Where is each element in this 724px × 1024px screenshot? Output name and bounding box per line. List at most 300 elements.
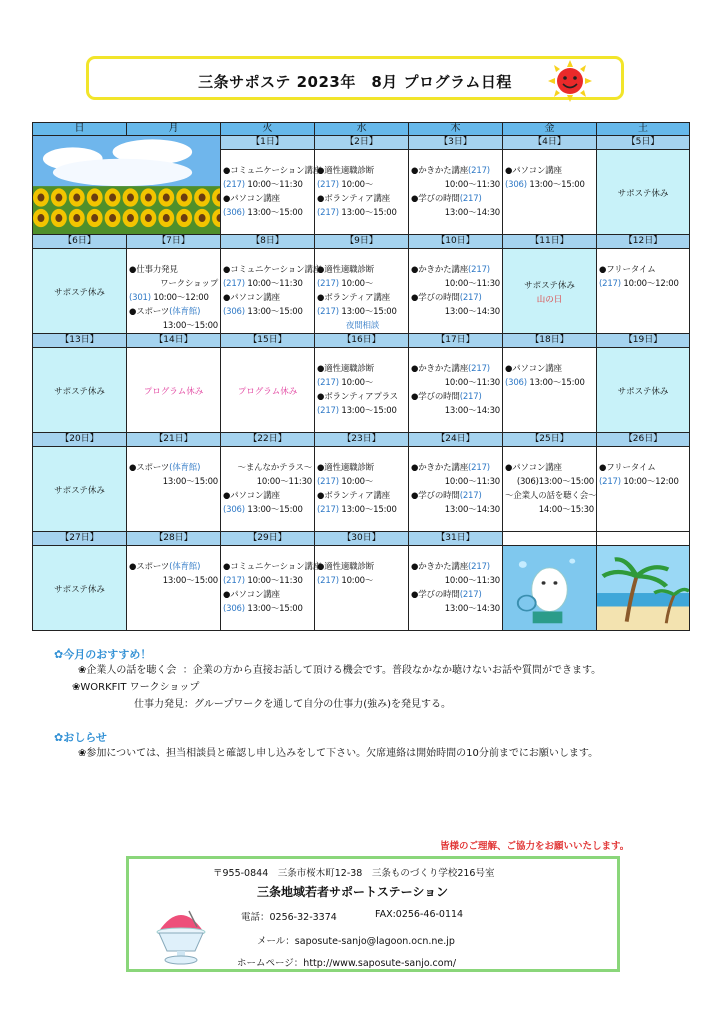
program-line — [223, 602, 314, 616]
program-line: ●パソコン講座 — [223, 491, 280, 501]
day-cell — [221, 546, 322, 631]
program-list — [409, 348, 502, 418]
calendar-table — [32, 122, 690, 631]
program-line: 13:00～14:30 — [444, 604, 500, 614]
program-line — [317, 206, 408, 220]
program-line — [129, 560, 220, 574]
date-label: 【23日】 — [342, 434, 381, 444]
room-label: (217) — [317, 576, 339, 586]
date-cell — [221, 433, 315, 447]
program-list — [315, 150, 408, 220]
room-label: (217) — [317, 307, 339, 317]
room-label: (217) — [599, 477, 621, 487]
program-line: ●フリータイム — [599, 265, 656, 275]
time-label: 10:00～12:00 — [153, 293, 209, 303]
date-cell — [503, 532, 597, 546]
program-name: ●学びの時間 — [411, 392, 460, 402]
date-label: 【24日】 — [436, 434, 475, 444]
date-row — [33, 334, 690, 348]
notice-item-1: ❀参加については、担当相談員と確認し申し込みをして下さい。欠席連絡は開始時間の10分前までにお願いします。 — [78, 748, 599, 759]
program-line — [411, 489, 502, 503]
program-line — [599, 475, 689, 489]
room-label: (217) — [223, 576, 245, 586]
date-cell — [221, 235, 315, 249]
program-line: ●パソコン講座 — [223, 194, 280, 204]
program-line — [317, 305, 408, 319]
date-cell — [503, 235, 597, 249]
program-line — [411, 192, 502, 206]
day-cell — [409, 546, 503, 631]
date-cell — [127, 334, 221, 348]
program-list — [221, 150, 322, 220]
time-label: 13:00～15:00 — [529, 378, 585, 388]
date-label: 【18日】 — [530, 335, 569, 345]
program-list — [597, 249, 689, 291]
date-cell — [503, 136, 597, 150]
room-label: (217) — [468, 463, 490, 473]
date-label: 【21日】 — [154, 434, 193, 444]
date-label: 【8日】 — [251, 236, 284, 246]
program-line: ●適性適職診断 — [317, 463, 375, 473]
program-line — [223, 178, 314, 192]
program-line — [411, 390, 502, 404]
program-line: ●パソコン講座 — [505, 166, 562, 176]
program-line — [223, 277, 314, 291]
contact-box — [126, 856, 620, 972]
time-label: 13:00～15:00 — [341, 505, 397, 515]
day-cell — [597, 348, 690, 433]
program-list — [409, 150, 502, 220]
program-line: ●パソコン講座 — [223, 293, 280, 303]
program-line — [317, 277, 408, 291]
room-label: (217) — [468, 166, 490, 176]
room-label: (217) — [459, 590, 482, 600]
program-list — [503, 150, 596, 192]
date-cell — [597, 136, 690, 150]
date-cell — [409, 532, 503, 546]
date-label: 【10日】 — [436, 236, 475, 246]
room-label: (306) — [223, 307, 245, 317]
program-line: ●コミュニケーション講座 — [223, 166, 322, 176]
day-cell — [33, 348, 127, 433]
address-text: 〒955-0844 三条市桜木町12-38 三条ものづくり学校216号室 — [213, 868, 495, 879]
date-cell — [597, 334, 690, 348]
program-line — [317, 574, 408, 588]
room-label: (306) — [223, 505, 245, 515]
notice-heading: ✿おしらせ — [54, 731, 107, 744]
date-label: 【17日】 — [436, 335, 475, 345]
date-cell — [503, 433, 597, 447]
room-label: (217) — [223, 180, 245, 190]
program-line — [223, 503, 314, 517]
time-label: 10:00～12:00 — [623, 477, 679, 487]
org-name: 三条地域若者サポートステーション — [257, 885, 449, 899]
program-line: (306)13:00～15:00 — [516, 477, 594, 487]
weekday-header: 火 — [221, 123, 315, 136]
date-label: 【7日】 — [157, 236, 190, 246]
date-cell — [221, 532, 315, 546]
program-name: ●学びの時間 — [411, 590, 460, 600]
room-label: (217) — [468, 265, 490, 275]
program-line — [317, 503, 408, 517]
date-cell — [315, 532, 409, 546]
recommend-item-2: ❀WORKFIT ワークショップ — [72, 682, 200, 693]
program-line: ●仕事力発見 — [129, 265, 178, 275]
day-cell — [315, 447, 409, 532]
program-line — [129, 461, 220, 475]
program-name: ●スポーツ — [129, 562, 170, 572]
program-line — [411, 291, 502, 305]
date-label: 【2日】 — [345, 137, 378, 147]
date-cell — [597, 433, 690, 447]
weekday-header: 月 — [127, 123, 221, 136]
date-cell — [127, 235, 221, 249]
date-label: 【27日】 — [60, 533, 99, 543]
date-cell — [33, 433, 127, 447]
program-line: 10:00～11:30 — [444, 180, 500, 190]
program-line — [223, 305, 314, 319]
program-name: ●かきかた講座 — [411, 364, 469, 374]
program-list — [503, 348, 596, 390]
room-label: (306) — [505, 180, 527, 190]
date-cell — [409, 235, 503, 249]
program-line — [317, 475, 408, 489]
date-cell — [409, 334, 503, 348]
day-cell — [315, 348, 409, 433]
program-line: 10:00～11:30 — [444, 378, 500, 388]
day-cell — [315, 150, 409, 235]
room-label: (306) — [505, 378, 527, 388]
program-line: ●ボランティアプラス — [317, 392, 398, 402]
program-name: ●かきかた講座 — [411, 265, 469, 275]
closed-label: サポステ休み — [617, 387, 669, 397]
date-cell — [221, 136, 315, 150]
time-label: 10:00～ — [341, 576, 374, 586]
sun-icon — [546, 60, 594, 102]
room-label: (217) — [223, 279, 245, 289]
day-cell — [503, 150, 597, 235]
day-cell — [221, 150, 322, 235]
program-line — [411, 461, 502, 475]
date-label: 【29日】 — [248, 533, 287, 543]
program-list — [221, 447, 314, 517]
recommend-item-3: 仕事力発見：グループワークを通して自分の仕事力(強み)を発見する。 — [134, 699, 452, 710]
day-cell — [127, 348, 221, 433]
program-line: ●適性適職診断 — [317, 562, 375, 572]
program-line: ●パソコン講座 — [505, 364, 562, 374]
program-line: 10:00～11:30 — [256, 477, 312, 487]
program-list — [597, 447, 689, 489]
program-list — [127, 249, 220, 333]
time-label: 10:00～ — [341, 477, 374, 487]
room-label: (217) — [599, 279, 621, 289]
program-line: 13:00～14:30 — [444, 307, 500, 317]
page-title: 三条サポステ 2023年 8月 プログラム日程 — [198, 73, 512, 91]
day-cell — [127, 447, 221, 532]
program-line — [317, 404, 408, 418]
date-label: 【16日】 — [342, 335, 381, 345]
recommend-heading: ✿今月のおすすめ！ — [54, 648, 152, 661]
program-break-label: プログラム休み — [143, 387, 204, 397]
closed-label: サポステ休み — [617, 189, 669, 199]
weekday-header: 金 — [503, 123, 597, 136]
time-label: 10:00～11:30 — [247, 279, 303, 289]
program-line: ●ボランティア講座 — [317, 194, 390, 204]
weekday-header: 水 — [315, 123, 409, 136]
holiday-label: 山の日 — [536, 295, 563, 305]
program-list — [221, 249, 322, 319]
date-cell — [127, 433, 221, 447]
date-row — [33, 433, 690, 447]
weekday-header: 日 — [33, 123, 127, 136]
program-line: 13:00～14:30 — [444, 505, 500, 515]
room-label: (217) — [317, 208, 339, 218]
date-label: 【13日】 — [60, 335, 99, 345]
program-line — [411, 263, 502, 277]
room-label: (217) — [317, 180, 339, 190]
program-line — [411, 164, 502, 178]
room-label: (体育館) — [169, 562, 201, 572]
sunflower-field-icon — [33, 136, 221, 235]
date-label: 【30日】 — [342, 533, 381, 543]
info-sections — [54, 646, 694, 762]
program-list — [127, 546, 220, 588]
program-line — [317, 376, 408, 390]
time-label: 13:00～15:00 — [247, 307, 303, 317]
room-label: (306) — [223, 604, 245, 614]
day-cell — [221, 447, 315, 532]
time-label: 10:00～ — [341, 279, 374, 289]
date-row — [33, 136, 690, 150]
day-cell — [409, 447, 503, 532]
date-cell — [315, 235, 409, 249]
weekday-header: 土 — [597, 123, 690, 136]
program-line — [411, 362, 502, 376]
closed-label: サポステ休み — [54, 387, 105, 397]
time-label: 13:00～15:00 — [341, 406, 397, 416]
program-line: ●パソコン講座 — [505, 463, 562, 473]
program-line — [129, 291, 220, 305]
week-row — [33, 348, 690, 433]
email-text[interactable]: メール：saposute-sanjo@lagoon.ocn.ne.jp — [257, 936, 455, 947]
day-cell — [127, 249, 221, 334]
program-line: ●適性適職診断 — [317, 364, 375, 374]
program-line: 13:00～15:00 — [162, 321, 218, 331]
date-cell — [315, 334, 409, 348]
program-list — [503, 447, 596, 517]
palm-beach-illustration-icon — [597, 546, 690, 631]
flower-icon: ✿ — [54, 648, 64, 661]
date-label: 【12日】 — [623, 236, 663, 246]
day-cell — [127, 546, 221, 631]
program-line: 10:00～11:30 — [444, 576, 500, 586]
program-line — [505, 376, 596, 390]
closed-label: サポステ休み — [54, 486, 105, 496]
room-label: (217) — [459, 392, 482, 402]
room-label: (217) — [459, 293, 482, 303]
program-list — [315, 249, 408, 333]
date-cell — [409, 136, 503, 150]
date-label: 【4日】 — [533, 137, 566, 147]
date-cell — [127, 532, 221, 546]
program-line: ●ボランティア講座 — [317, 491, 390, 501]
closed-label: サポステ休み — [524, 281, 575, 291]
room-label: (217) — [459, 491, 482, 501]
program-line: ●適性適職診断 — [317, 265, 375, 275]
room-label: (217) — [468, 562, 490, 572]
program-line — [411, 588, 502, 602]
room-label: (217) — [317, 505, 339, 515]
program-line: 13:00～15:00 — [162, 576, 218, 586]
date-cell — [315, 433, 409, 447]
date-label: 【9日】 — [345, 236, 378, 246]
time-label: 13:00～15:00 — [247, 604, 303, 614]
website-text[interactable]: ホームページ：http://www.saposute-sanjo.com/ — [237, 958, 457, 969]
date-label: 【6日】 — [63, 236, 96, 246]
room-label: (217) — [317, 279, 339, 289]
date-cell — [503, 334, 597, 348]
closed-label: サポステ休み — [54, 585, 105, 595]
date-label: 【1日】 — [251, 137, 284, 147]
date-label: 【25日】 — [530, 434, 569, 444]
day-cell — [597, 249, 690, 334]
day-cell — [409, 348, 503, 433]
day-cell — [315, 546, 409, 631]
week-row — [33, 447, 690, 532]
date-row — [33, 532, 690, 546]
time-label: 10:00～ — [341, 180, 374, 190]
program-name: ●学びの時間 — [411, 491, 460, 501]
program-line: 13:00～15:00 — [162, 477, 218, 487]
week-row — [33, 249, 690, 334]
closed-label: サポステ休み — [54, 288, 105, 298]
program-line: ●フリータイム — [599, 463, 656, 473]
date-label: 【22日】 — [248, 434, 287, 444]
program-name: ●学びの時間 — [411, 293, 460, 303]
room-label: (体育館) — [169, 463, 201, 473]
day-cell — [221, 348, 315, 433]
time-label: 10:00～11:30 — [247, 180, 303, 190]
date-row — [33, 235, 690, 249]
program-name: ●かきかた講座 — [411, 562, 469, 572]
program-name: ●学びの時間 — [411, 194, 460, 204]
day-cell — [503, 447, 597, 532]
date-label: 【14日】 — [154, 335, 193, 345]
program-line — [411, 560, 502, 574]
program-list — [409, 546, 502, 616]
date-label: 【31日】 — [436, 533, 475, 543]
program-list — [221, 546, 322, 616]
weekday-header: 木 — [409, 123, 503, 136]
room-label: (306) — [223, 208, 245, 218]
flower-icon: ✿ — [54, 731, 64, 744]
weekday-header-row — [33, 123, 690, 136]
program-name: ●かきかた講座 — [411, 166, 469, 176]
day-cell — [503, 249, 597, 334]
program-list — [315, 447, 408, 517]
day-cell — [221, 249, 322, 334]
program-line — [599, 277, 689, 291]
room-label: (217) — [459, 194, 482, 204]
program-list — [315, 546, 408, 588]
week-row — [33, 546, 690, 631]
time-label: 10:00～ — [341, 378, 374, 388]
program-line: 13:00～14:30 — [444, 406, 500, 416]
program-line: ●パソコン講座 — [223, 590, 280, 600]
day-cell — [33, 546, 127, 631]
day-cell — [33, 249, 127, 334]
program-line: 10:00～11:30 — [444, 279, 500, 289]
program-line: 14:00～15:30 — [538, 505, 594, 515]
program-line — [505, 178, 596, 192]
program-line: ●コミュニケーション講座 — [223, 265, 322, 275]
time-label: 13:00～15:00 — [247, 208, 303, 218]
program-name: ●スポーツ — [129, 307, 170, 317]
date-label: 【11日】 — [530, 236, 569, 246]
program-line — [317, 178, 408, 192]
program-list — [315, 348, 408, 418]
room-label: (217) — [468, 364, 490, 374]
time-label: 13:00～15:00 — [341, 208, 397, 218]
date-label: 【28日】 — [154, 533, 193, 543]
program-line: ～まんなかテラス～ — [237, 463, 312, 473]
time-label: 13:00～15:00 — [529, 180, 585, 190]
date-cell — [33, 532, 127, 546]
date-label: 【26日】 — [623, 434, 663, 444]
day-cell — [597, 150, 690, 235]
program-list — [409, 447, 502, 517]
time-label: 13:00～15:00 — [247, 505, 303, 515]
date-cell — [33, 334, 127, 348]
date-label: 【15日】 — [248, 335, 287, 345]
program-list — [409, 249, 502, 319]
program-line: 13:00～14:30 — [444, 208, 500, 218]
day-cell — [503, 348, 597, 433]
program-line: ワークショップ — [160, 279, 218, 289]
shaved-ice-icon — [149, 901, 213, 967]
thanks-note: 皆様のご理解、ご協力をお願いいたします。 — [440, 841, 630, 852]
program-name: ●スポーツ — [129, 463, 170, 473]
program-line — [129, 305, 220, 319]
date-label: 【3日】 — [439, 137, 472, 147]
day-cell — [409, 249, 503, 334]
room-label: (301) — [129, 293, 151, 303]
time-label: 13:00～15:00 — [341, 307, 397, 317]
date-cell — [33, 235, 127, 249]
time-label: 10:00～12:00 — [623, 279, 679, 289]
title-box — [86, 56, 624, 100]
room-label: (217) — [317, 477, 339, 487]
program-break-label: プログラム休み — [237, 387, 298, 397]
program-line: ～企業人の話を聴く会～ — [505, 491, 597, 501]
room-label: (217) — [317, 378, 339, 388]
program-list — [127, 447, 220, 489]
program-line — [223, 206, 314, 220]
date-cell — [221, 334, 315, 348]
date-label: 【19日】 — [623, 335, 663, 345]
room-label: (217) — [317, 406, 339, 416]
program-name: ●かきかた講座 — [411, 463, 469, 473]
program-line: 夜間相談 — [345, 321, 380, 331]
phone-text: 電話：0256-32-3374 — [241, 912, 337, 923]
recommend-item-1: ❀企業人の話を聴く会 ：企業の方から直接お話して頂ける機会です。普段なかなか聴けないお話や質問ができます。 — [78, 665, 602, 676]
day-cell — [409, 150, 503, 235]
day-cell — [315, 249, 409, 334]
program-line: ●コミュニケーション講座 — [223, 562, 322, 572]
date-cell — [315, 136, 409, 150]
date-cell — [409, 433, 503, 447]
day-cell — [597, 447, 690, 532]
